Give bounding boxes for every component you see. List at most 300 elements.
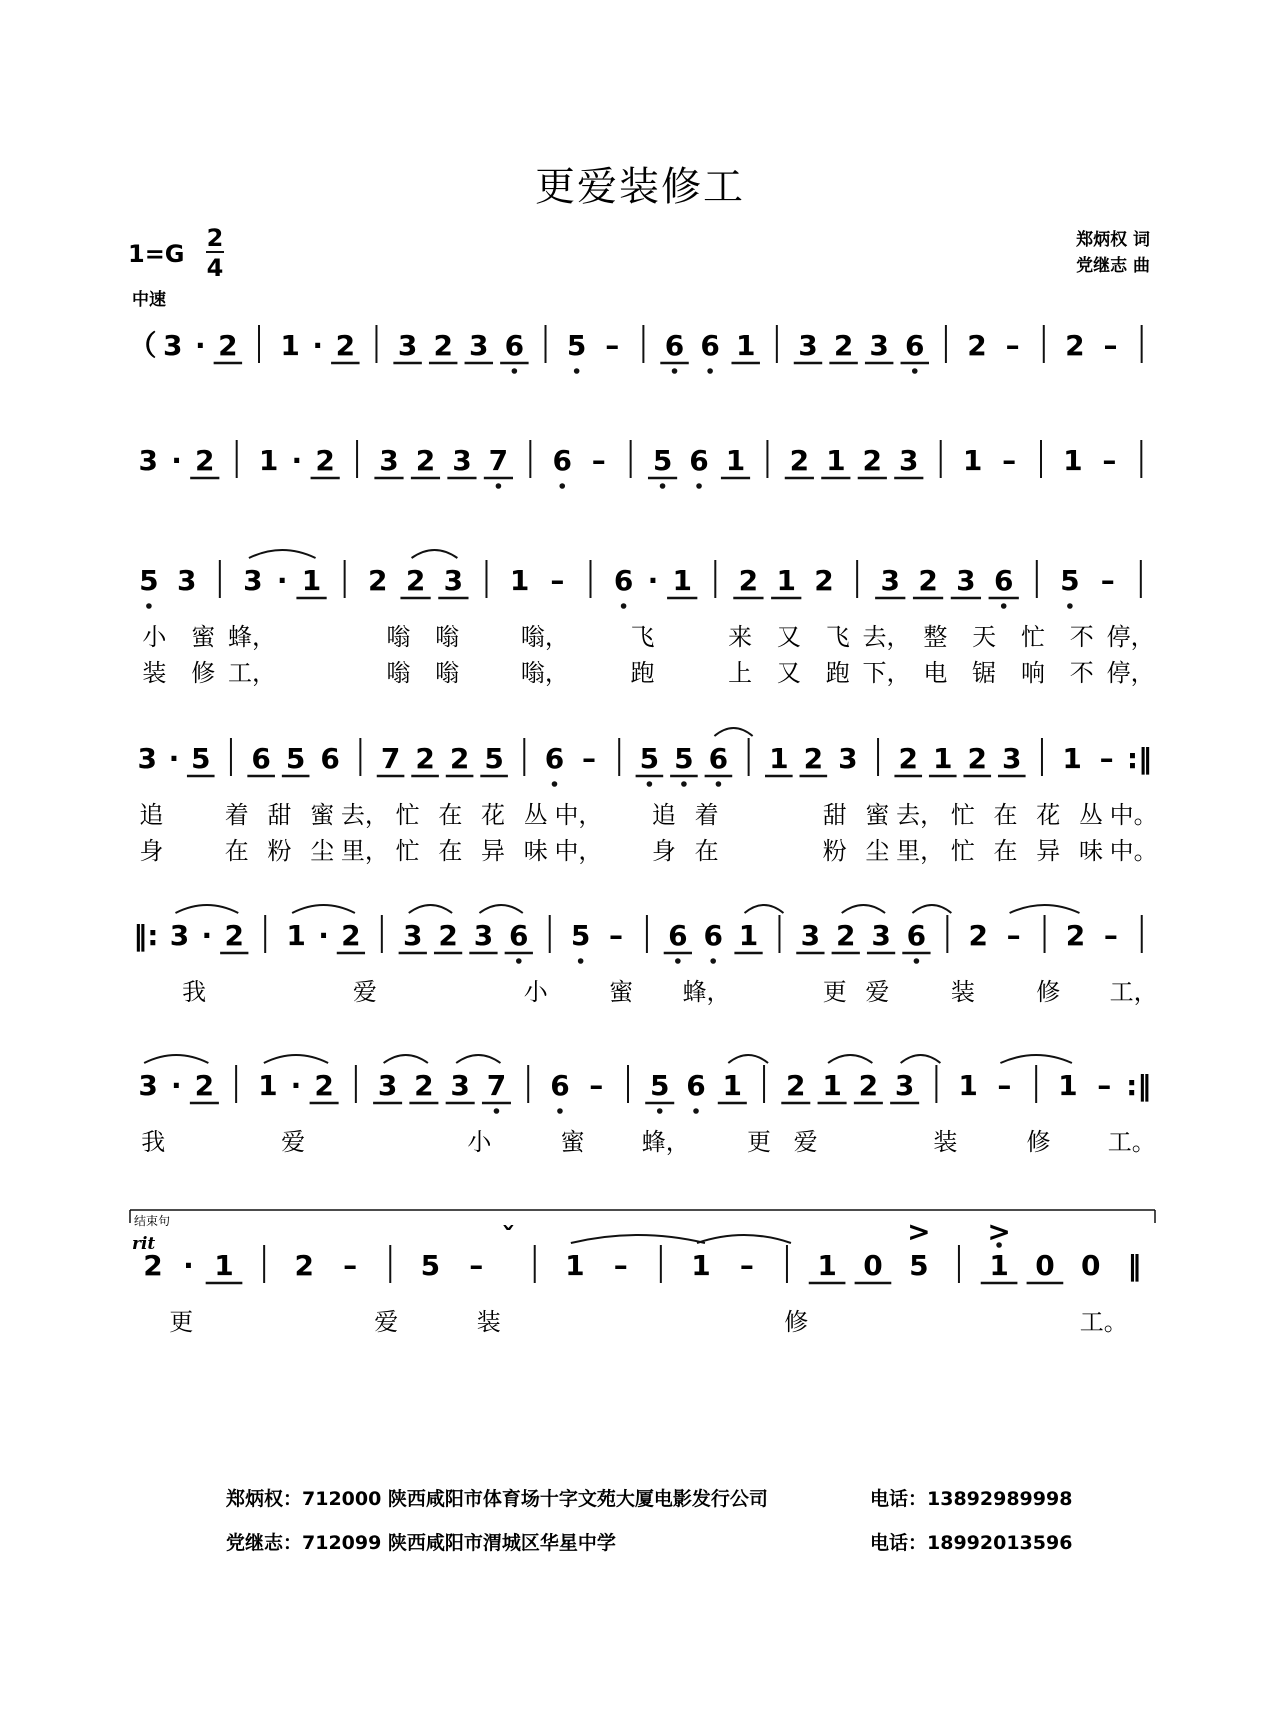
slur-tie — [1010, 905, 1080, 913]
lyric-syllable: 跑 — [630, 659, 655, 687]
slur-tie — [728, 1055, 768, 1063]
note: 2 — [433, 329, 453, 362]
breath-mark: ˇ — [501, 1221, 516, 1254]
note: 2 — [294, 1249, 315, 1282]
note: 2 — [968, 919, 989, 952]
note: 0 — [1081, 1249, 1101, 1282]
time-signature-top: 2 — [206, 224, 224, 252]
lyric-syllable: 工。 — [1079, 1308, 1128, 1336]
note: 3 — [403, 919, 423, 952]
note: – — [1102, 444, 1117, 477]
note: 2 — [438, 919, 458, 952]
low-octave-dot — [1001, 603, 1007, 609]
lyric-syllable: 尘 — [310, 837, 335, 865]
lyric-syllable: 去， — [340, 801, 389, 829]
lyric-syllable: 异 — [1036, 837, 1061, 865]
slur-tie — [571, 1235, 705, 1243]
lyric-syllable: 爱 — [281, 1128, 306, 1156]
note: · — [171, 444, 182, 477]
note: · — [290, 1069, 302, 1102]
lyric-syllable: 着 — [694, 801, 719, 829]
low-octave-dot — [496, 483, 502, 489]
note: 3 — [169, 919, 190, 952]
lyric-syllable: 工， — [228, 659, 277, 687]
lyric-syllable: 甜 — [822, 801, 847, 829]
note: 1 — [722, 1069, 743, 1102]
note: 2 — [1065, 919, 1086, 952]
low-octave-dot — [647, 781, 653, 787]
low-octave-dot — [1067, 603, 1073, 609]
note: 2 — [405, 564, 426, 597]
note: 3 — [450, 1069, 470, 1102]
note: 6 — [504, 329, 525, 362]
note: 1 — [280, 329, 300, 362]
note: 2 — [814, 564, 834, 597]
note: 3 — [138, 1069, 158, 1102]
note: · — [183, 1249, 194, 1282]
note: – — [1103, 919, 1118, 952]
note: 2 — [341, 919, 361, 952]
lyric-syllable: 忙 — [1020, 623, 1045, 651]
lyric-syllable: 追 — [651, 801, 676, 829]
note: 3 — [869, 329, 889, 362]
lyric-syllable: 蜜 — [310, 801, 335, 829]
lyric-syllable: 里， — [896, 837, 945, 865]
slur-tie — [412, 550, 458, 558]
lyric-syllable: 去， — [862, 623, 911, 651]
note: · — [170, 1069, 182, 1102]
low-octave-dot — [660, 483, 666, 489]
low-octave-dot — [693, 1108, 699, 1114]
note: 2 — [835, 919, 856, 952]
lyric-syllable: 工， — [1109, 978, 1158, 1006]
contact-phone-2: 电话：18992013596 — [870, 1532, 1073, 1554]
lyric-syllable: 工。 — [1107, 1128, 1156, 1156]
note: · — [276, 564, 288, 597]
lyric-syllable: 在 — [438, 837, 463, 865]
lyric-syllable: 在 — [993, 837, 1018, 865]
lyric-syllable: 在 — [224, 837, 249, 865]
low-octave-dot — [675, 958, 681, 964]
lyric-syllable: 飞 — [825, 623, 850, 651]
note: 2 — [315, 444, 335, 477]
note: – — [589, 1069, 604, 1102]
low-octave-dot — [559, 483, 565, 489]
lyric-syllable: 中。 — [1109, 801, 1158, 829]
note: 1 — [301, 564, 322, 597]
lyric-syllable: 小 — [467, 1128, 492, 1156]
slur-tie — [479, 905, 522, 913]
note: 5 — [566, 329, 587, 362]
lyric-syllable: 蜜 — [865, 801, 890, 829]
note: 1 — [962, 444, 983, 477]
note: 1 — [826, 444, 846, 477]
lyric-syllable: 蜜 — [560, 1128, 585, 1156]
note: 1 — [1058, 1069, 1078, 1102]
song-title: 更爱装修工 — [535, 164, 745, 210]
note: 2 — [449, 742, 470, 775]
slur-tie — [264, 1055, 328, 1063]
key-signature: 1=G — [128, 240, 185, 268]
low-octave-dot — [552, 781, 558, 787]
lyric-syllable: 异 — [481, 837, 506, 865]
contact-line-1: 郑炳权：712000 陕西咸阳市体育场十字文苑大厦电影发行公司 — [226, 1488, 768, 1510]
lyric-syllable: 锯 — [972, 659, 997, 687]
note: 1 — [1062, 742, 1082, 775]
lyric-syllable: 不 — [1069, 659, 1094, 687]
note: 5 — [652, 444, 673, 477]
note: – — [997, 1069, 1012, 1102]
rit-marking: rit — [132, 1234, 156, 1254]
contact-line-2: 党继志：712099 陕西咸阳市渭城区华星中学 — [226, 1532, 616, 1554]
note: 2 — [224, 919, 245, 952]
note: 6 — [544, 742, 565, 775]
lyric-syllable: 花 — [481, 801, 506, 829]
lyric-syllable: 装 — [142, 659, 167, 687]
lyric-syllable: 响 — [1020, 659, 1045, 687]
note: 1 — [258, 444, 279, 477]
low-octave-dot — [716, 781, 722, 787]
lyric-syllable: 装 — [933, 1128, 958, 1156]
lyric-syllable: 身 — [139, 837, 164, 865]
note: 7 — [380, 742, 401, 775]
note: 3 — [377, 1069, 398, 1102]
note: 3 — [243, 564, 263, 597]
note: 1 — [691, 1249, 711, 1282]
lyric-syllable: 追 — [139, 801, 164, 829]
note: 3 — [452, 444, 472, 477]
note: 3 — [176, 564, 197, 597]
note: 2 — [967, 329, 987, 362]
slur-tie — [714, 728, 752, 736]
note: 3 — [838, 742, 858, 775]
note: – — [739, 1249, 754, 1282]
note: 3 — [469, 329, 489, 362]
low-octave-dot — [657, 1108, 663, 1114]
lyric-syllable: 嗡 — [435, 623, 460, 651]
lyric-syllable: 蜜 — [609, 978, 634, 1006]
low-octave-dot — [557, 1108, 563, 1114]
note: 3 — [899, 444, 919, 477]
note: 3 — [871, 919, 891, 952]
low-octave-dot — [574, 368, 580, 374]
lyric-syllable: 爱 — [793, 1128, 818, 1156]
lyric-syllable: 爱 — [374, 1308, 399, 1336]
repeat-barline: ‖ — [1127, 1249, 1142, 1282]
note: – — [1097, 1069, 1112, 1102]
note: 1 — [258, 1069, 278, 1102]
note: – — [1002, 444, 1017, 477]
lyric-syllable: 丛 — [1078, 801, 1103, 829]
note: 3 — [137, 742, 157, 775]
note: 1 — [776, 564, 796, 597]
slur-tie — [697, 1235, 791, 1243]
note: 3 — [473, 919, 494, 952]
low-octave-dot — [912, 368, 918, 374]
lyric-syllable: 身 — [651, 837, 676, 865]
note: 2 — [367, 564, 388, 597]
note: 3 — [379, 444, 399, 477]
lyric-syllable: 蜂， — [641, 1128, 690, 1156]
note: 2 — [415, 742, 435, 775]
note: 7 — [486, 1069, 507, 1102]
lyric-syllable: 花 — [1036, 801, 1061, 829]
time-signature-bottom: 4 — [206, 254, 224, 282]
lyric-syllable: 忙 — [395, 801, 420, 829]
note: 5 — [674, 742, 694, 775]
note: 6 — [613, 564, 634, 597]
note: 1 — [738, 919, 759, 952]
lyric-syllable: 嗡， — [520, 623, 569, 651]
lyric-syllable: 忙 — [950, 801, 975, 829]
note: 2 — [194, 1069, 215, 1102]
lyric-syllable: 来 — [728, 623, 753, 651]
note: 5 — [1060, 564, 1080, 597]
note: – — [343, 1249, 358, 1282]
lyric-syllable: 停， — [1106, 659, 1155, 687]
note: 3 — [138, 444, 158, 477]
note: 5 — [639, 742, 660, 775]
note: 1 — [565, 1249, 585, 1282]
note: 2 — [415, 444, 436, 477]
slur-tie — [409, 905, 452, 913]
lyric-syllable: 我 — [141, 1128, 166, 1156]
note: 2 — [143, 1249, 163, 1282]
note: · — [318, 919, 329, 952]
lyric-syllable: 小 — [142, 623, 167, 651]
note: – — [613, 1249, 628, 1282]
note: 1 — [214, 1249, 234, 1282]
music-body — [128, 323, 1157, 1336]
note: 6 — [689, 444, 709, 477]
lyric-syllable: 跑 — [825, 659, 850, 687]
lyric-syllable: 去， — [896, 801, 945, 829]
slur-tie — [1000, 1055, 1071, 1063]
note: 3 — [443, 564, 464, 597]
lyric-syllable: 甜 — [267, 801, 292, 829]
note: – — [1099, 742, 1114, 775]
note: – — [1103, 329, 1118, 362]
note: – — [582, 742, 597, 775]
note: 5 — [420, 1249, 441, 1282]
note: 2 — [314, 1069, 334, 1102]
note: – — [1006, 919, 1021, 952]
note: 5 — [139, 564, 159, 597]
lyric-syllable: 修 — [784, 1308, 809, 1336]
note: 1 — [735, 329, 756, 362]
note: 6 — [552, 444, 572, 477]
note: – — [605, 329, 620, 362]
lyric-syllable: 爱 — [865, 978, 890, 1006]
lyric-syllable: 在 — [993, 801, 1018, 829]
note: · — [647, 564, 659, 597]
lyric-syllable: 装 — [476, 1308, 501, 1336]
accent-mark: > — [907, 1215, 931, 1248]
slur-tie — [745, 905, 784, 913]
note: 1 — [822, 1069, 842, 1102]
low-octave-dot — [710, 958, 716, 964]
note: 2 — [898, 742, 918, 775]
slur-tie — [384, 1055, 428, 1063]
lyric-syllable: 不 — [1069, 623, 1094, 651]
lyric-syllable: 着 — [224, 801, 249, 829]
note: 3 — [956, 564, 976, 597]
note: 2 — [858, 1069, 879, 1102]
note: 2 — [862, 444, 883, 477]
slur-tie — [249, 550, 316, 558]
note: 3 — [894, 1069, 915, 1102]
note: 6 — [509, 919, 529, 952]
note: 2 — [1065, 329, 1085, 362]
repeat-barline: :‖ — [1126, 742, 1153, 775]
note: 6 — [905, 329, 925, 362]
note: · — [168, 742, 180, 775]
note: 3 — [800, 919, 821, 952]
lyric-syllable: 在 — [694, 837, 719, 865]
note: 1 — [769, 742, 789, 775]
note: 2 — [335, 329, 356, 362]
low-octave-dot — [516, 958, 522, 964]
lyric-syllable: 粉 — [267, 837, 292, 865]
slur-tie — [912, 905, 951, 913]
lyric-syllable: 蜂， — [228, 623, 277, 651]
lyric-syllable: 嗡， — [520, 659, 569, 687]
note: 1 — [933, 742, 953, 775]
lyric-syllable: 嗡 — [386, 623, 411, 651]
note: 6 — [664, 329, 685, 362]
note: – — [469, 1249, 484, 1282]
lyric-syllable: 忙 — [950, 837, 975, 865]
note: 2 — [967, 742, 988, 775]
note: · — [291, 444, 303, 477]
slur-tie — [175, 905, 238, 913]
note: · — [312, 329, 324, 362]
low-octave-dot — [494, 1108, 500, 1114]
lyric-syllable: 修 — [191, 659, 216, 687]
lyric-syllable: 又 — [776, 659, 801, 687]
low-octave-dot — [707, 368, 713, 374]
note: 6 — [251, 742, 271, 775]
lyric-syllable: 修 — [1036, 978, 1061, 1006]
lyric-syllable: 更 — [746, 1128, 771, 1156]
lyric-syllable: 天 — [972, 623, 997, 651]
lyric-syllable: 里， — [340, 837, 389, 865]
note: 3 — [162, 329, 183, 362]
lyric-syllable: 忙 — [395, 837, 420, 865]
slur-tie — [456, 1055, 500, 1063]
note: 6 — [320, 742, 340, 775]
lyric-syllable: 修 — [1026, 1128, 1051, 1156]
lyric-syllable: 小 — [523, 978, 548, 1006]
note: – — [1100, 564, 1115, 597]
note: （ — [128, 329, 157, 362]
note: 5 — [484, 742, 504, 775]
note: 2 — [833, 329, 854, 362]
lyric-syllable: 味 — [1078, 837, 1103, 865]
note: 2 — [803, 742, 824, 775]
note: 1 — [1063, 444, 1083, 477]
lyric-syllable: 蜂， — [682, 978, 731, 1006]
note: 6 — [550, 1069, 570, 1102]
lyric-syllable: 又 — [776, 623, 801, 651]
lyric-syllable: 停， — [1106, 623, 1155, 651]
low-octave-dot — [621, 603, 627, 609]
note: 2 — [195, 444, 215, 477]
note: 5 — [570, 919, 591, 952]
lyric-syllable: 蜜 — [191, 623, 216, 651]
slur-tie — [901, 1055, 941, 1063]
note: 3 — [1002, 742, 1022, 775]
note: · — [201, 919, 213, 952]
coda-label: 结束句 — [134, 1214, 171, 1228]
note: – — [608, 919, 623, 952]
lyric-syllable: 我 — [182, 978, 207, 1006]
note: 3 — [397, 329, 418, 362]
accent-mark: > — [987, 1215, 1011, 1248]
note: 2 — [918, 564, 938, 597]
note: 1 — [989, 1249, 1009, 1282]
low-octave-dot — [578, 958, 584, 964]
lyric-syllable: 粉 — [822, 837, 847, 865]
note: 3 — [798, 329, 818, 362]
lyric-syllable: 中， — [554, 801, 603, 829]
note: 1 — [958, 1069, 978, 1102]
lyric-syllable: 下， — [862, 659, 911, 687]
note: 7 — [488, 444, 509, 477]
lyric-syllable: 嗡 — [386, 659, 411, 687]
lyric-syllable: 上 — [728, 659, 753, 687]
low-octave-dot — [672, 368, 678, 374]
lyric-syllable: 中。 — [1109, 837, 1158, 865]
slur-tie — [842, 905, 885, 913]
note: 0 — [1035, 1249, 1055, 1282]
note: 5 — [909, 1249, 929, 1282]
note: – — [1005, 329, 1020, 362]
lyricist-credit: 郑炳权 词 — [1076, 230, 1150, 250]
lyric-syllable: 装 — [950, 978, 975, 1006]
note: 5 — [285, 742, 306, 775]
note: · — [194, 329, 206, 362]
note: 1 — [817, 1249, 837, 1282]
lyric-syllable: 在 — [438, 801, 463, 829]
slur-tie — [144, 1055, 208, 1063]
composer-credit: 党继志 曲 — [1076, 256, 1150, 276]
lyric-syllable: 整 — [923, 623, 948, 651]
note: 2 — [738, 564, 759, 597]
tempo-marking: 中速 — [132, 290, 166, 310]
note: 6 — [686, 1069, 706, 1102]
low-octave-dot — [696, 483, 702, 489]
repeat-barline: :‖ — [1126, 1069, 1152, 1102]
note: 6 — [700, 329, 720, 362]
low-octave-dot — [681, 781, 687, 787]
note: 1 — [509, 564, 530, 597]
note: 5 — [191, 742, 211, 775]
lyric-syllable: 嗡 — [435, 659, 460, 687]
lyric-syllable: 电 — [923, 659, 948, 687]
slur-tie — [828, 1055, 872, 1063]
note: 6 — [993, 564, 1014, 597]
slur-tie — [292, 905, 355, 913]
note: 2 — [414, 1069, 434, 1102]
lyric-syllable: 中， — [554, 837, 603, 865]
note: 1 — [286, 919, 306, 952]
note: 1 — [725, 444, 746, 477]
note: 6 — [708, 742, 729, 775]
note: 2 — [789, 444, 810, 477]
note: 5 — [649, 1069, 670, 1102]
low-octave-dot — [512, 368, 518, 374]
